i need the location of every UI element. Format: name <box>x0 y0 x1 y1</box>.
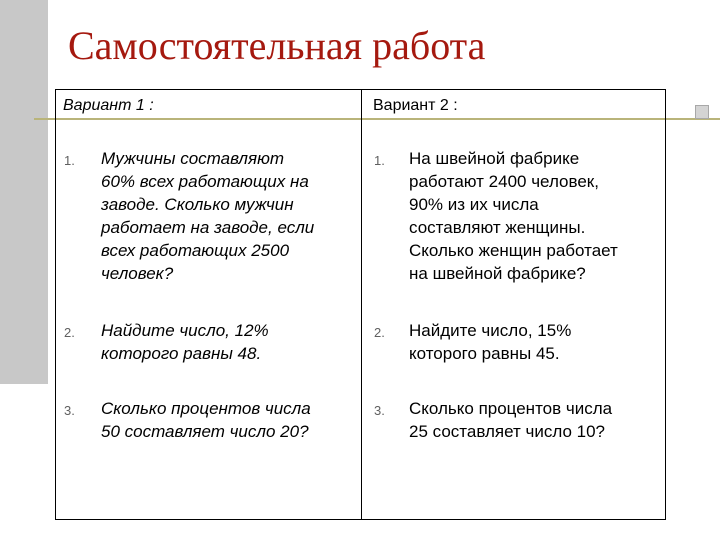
task-line: которого равны 48. <box>101 344 262 363</box>
task-text <box>101 397 311 443</box>
task-line: Найдите число, 12% <box>101 321 269 340</box>
task-number: 3. <box>374 403 385 418</box>
task-number: 2. <box>64 325 75 340</box>
task-line: Сколько женщин работает <box>409 241 618 260</box>
task-line: 90% из их числа <box>409 195 539 214</box>
task-text <box>409 147 618 285</box>
task-line: Сколько процентов числа <box>409 399 613 418</box>
task-number: 3. <box>64 403 75 418</box>
task-line: Мужчины составляют <box>101 149 285 168</box>
task-line: заводе. Сколько мужчин <box>101 195 294 214</box>
task-text <box>409 319 571 365</box>
task-number: 1. <box>374 153 385 168</box>
task-number: 2. <box>374 325 385 340</box>
slide-title: Самостоятельная работа <box>68 23 486 68</box>
variants-table <box>55 89 666 520</box>
task-line: 50 составляет число 20? <box>101 422 309 441</box>
task-number: 1. <box>64 153 75 168</box>
task-line: На швейной фабрике <box>409 149 580 168</box>
task-text <box>409 397 612 443</box>
variant-1-header: Вариант 1 : <box>63 97 154 114</box>
decorative-square <box>695 105 709 119</box>
task-line: составляют женщины. <box>409 218 586 237</box>
task-text <box>101 319 269 365</box>
task-line: Найдите число, 15% <box>409 321 572 340</box>
task-line: 25 составляет число 10? <box>409 422 605 441</box>
variant-2-header: Вариант 2 : <box>373 97 458 114</box>
task-line: работают 2400 человек, <box>409 172 599 191</box>
column-divider <box>361 90 362 519</box>
task-line: Сколько процентов числа <box>101 399 311 418</box>
task-text <box>101 147 314 285</box>
task-line: человек? <box>101 264 174 283</box>
task-line: всех работающих 2500 <box>101 241 290 260</box>
task-line: работает на заводе, если <box>101 218 315 237</box>
decorative-side-bar <box>0 0 48 384</box>
task-line: на швейной фабрике? <box>409 264 586 283</box>
task-line: 60% всех работающих на <box>101 172 309 191</box>
task-line: которого равны 45. <box>409 344 560 363</box>
